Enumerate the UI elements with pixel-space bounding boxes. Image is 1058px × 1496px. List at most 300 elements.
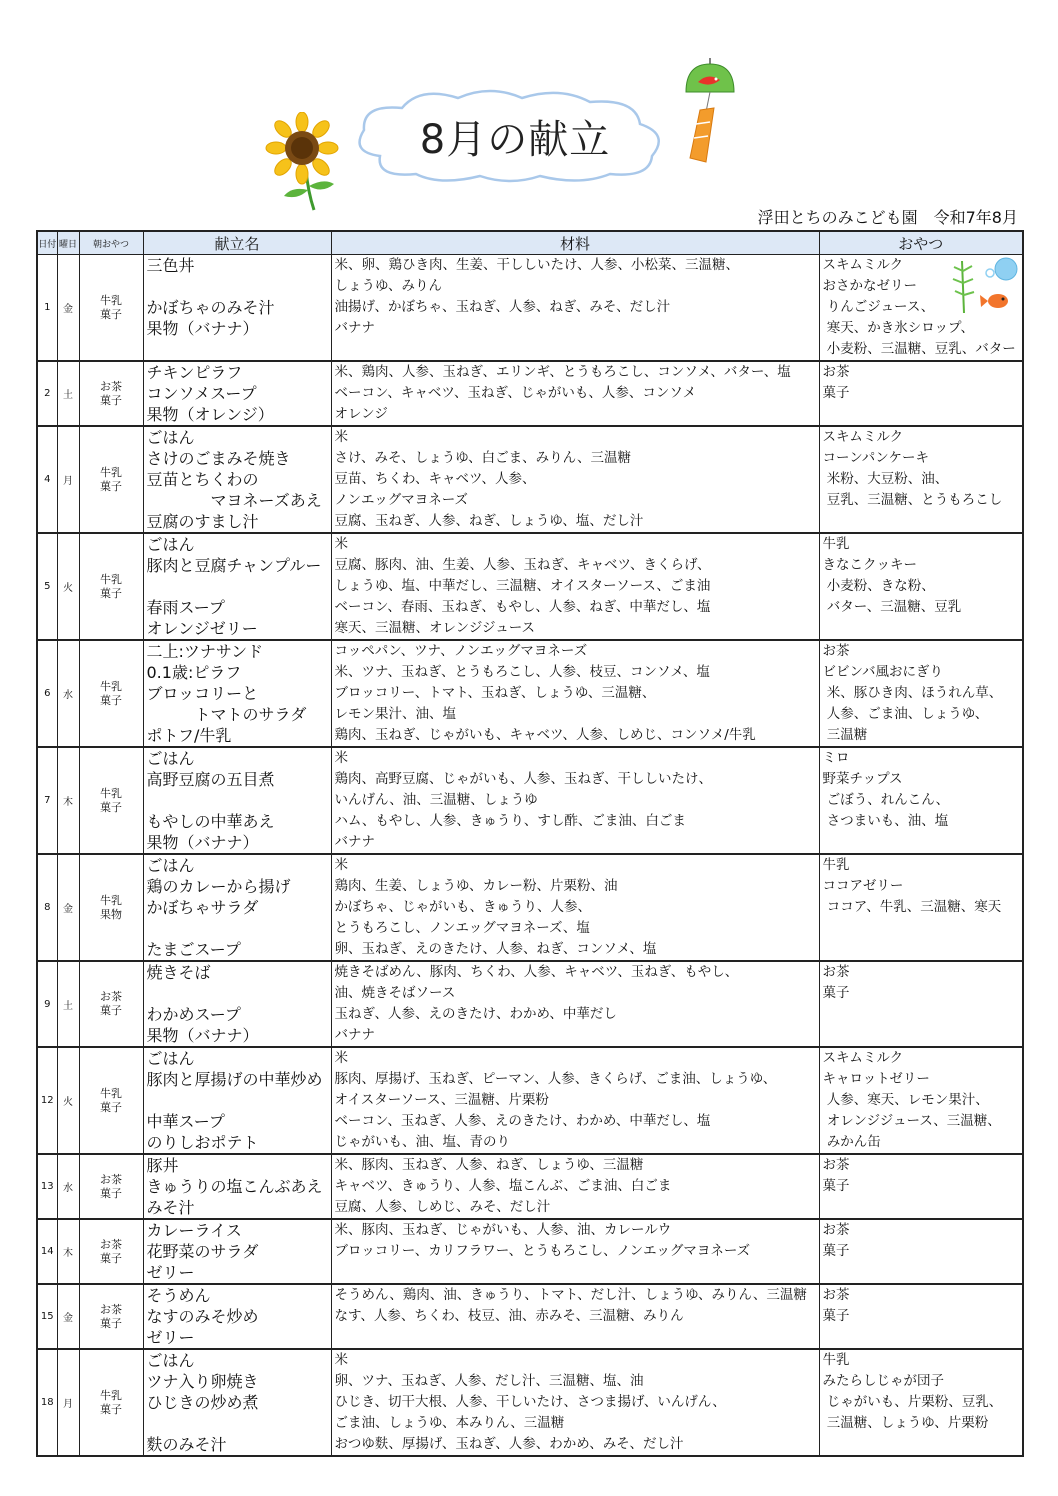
snack-line: きなこクッキー bbox=[822, 557, 917, 573]
dish-line: 0.1歳:ピラフ bbox=[146, 663, 242, 682]
dish-line bbox=[147, 983, 331, 1004]
snack-cell bbox=[819, 961, 1023, 1047]
dish-line: 果物（オレンジ） bbox=[146, 405, 274, 424]
snack-line: ココアゼリー bbox=[822, 878, 904, 894]
dish-line: 果物（バナナ） bbox=[146, 1026, 259, 1045]
table-row bbox=[37, 747, 1023, 854]
snack-line: 米粉、大豆粉、油、 bbox=[822, 471, 949, 487]
header-date: 日付 bbox=[37, 231, 57, 255]
dish-line bbox=[147, 276, 331, 297]
ingredient-line: しょうゆ、塩、中華だし、三温糖、オイスターソース、ごま油 bbox=[334, 578, 711, 594]
ingredient-line: 米 bbox=[334, 1050, 348, 1066]
ingredient-line: ベーコン、キャベツ、玉ねぎ、じゃがいも、人参、コンソメ bbox=[334, 385, 697, 401]
dish-line: ポトフ/牛乳 bbox=[146, 726, 232, 745]
ingredient-line: 米 bbox=[334, 536, 348, 552]
ingredient-line: しょうゆ、みりん bbox=[334, 278, 442, 294]
ingredient-line: 鶏肉、玉ねぎ、じゃがいも、キャベツ、人参、しめじ、コンソメ/牛乳 bbox=[334, 727, 756, 743]
ingredients-cell bbox=[331, 361, 819, 426]
weekday-cell: 火 bbox=[57, 1047, 79, 1154]
date-cell: 8 bbox=[37, 854, 57, 961]
snack-line bbox=[823, 511, 1023, 532]
dish-line: ごはん bbox=[146, 749, 195, 768]
ingredient-line: なす、人参、ちくわ、枝豆、油、赤みそ、三温糖、みりん bbox=[334, 1308, 684, 1324]
dish-line: 麩のみそ汁 bbox=[146, 1435, 227, 1454]
snack-cell bbox=[819, 1349, 1023, 1456]
breakfast-snack-item: お茶 bbox=[100, 379, 122, 393]
snack-line: ココア、牛乳、三温糖、寒天 bbox=[822, 899, 1002, 915]
weekday-cell: 火 bbox=[57, 533, 79, 640]
ingredient-line: 豆腐、人参、しめじ、みそ、だし汁 bbox=[334, 1199, 551, 1215]
breakfast-snack-item: 菓子 bbox=[100, 1100, 122, 1114]
snack-line: オレンジジュース、三温糖、 bbox=[822, 1113, 1001, 1129]
snack-line: お茶 bbox=[822, 1287, 850, 1303]
breakfast-snack-cell bbox=[79, 747, 143, 854]
dish-line: かぼちゃのみそ汁 bbox=[146, 298, 275, 317]
snack-line: 豆乳、三温糖、とうもろこし bbox=[822, 492, 1003, 508]
snack-cell bbox=[819, 747, 1023, 854]
dish-line: きゅうりの塩こんぶあえ bbox=[146, 1177, 323, 1196]
dish-line: なすのみそ炒め bbox=[146, 1307, 259, 1326]
breakfast-snack-item: 牛乳 bbox=[100, 293, 122, 307]
ingredient-line: 油揚げ、かぼちゃ、玉ねぎ、人参、ねぎ、みそ、だし汁 bbox=[334, 299, 671, 315]
dish-line: コンソメスープ bbox=[146, 384, 257, 403]
snack-line: お茶 bbox=[822, 1157, 850, 1173]
snack-line bbox=[823, 1327, 1023, 1348]
dish-line: チキンピラフ bbox=[146, 363, 243, 382]
dish-line: たまごスープ bbox=[146, 940, 241, 959]
dish-line: もやしの中華あえ bbox=[146, 812, 275, 831]
snack-line: お茶 bbox=[822, 964, 850, 980]
weekday-cell: 水 bbox=[57, 1154, 79, 1219]
snack-cell bbox=[819, 255, 1023, 362]
breakfast-snack-item: お茶 bbox=[100, 1172, 122, 1186]
ingredient-line: バナナ bbox=[334, 1027, 375, 1043]
dish-cell bbox=[143, 255, 331, 362]
ingredient-line: 豆腐、玉ねぎ、人参、ねぎ、しょうゆ、塩、だし汁 bbox=[334, 513, 644, 529]
breakfast-snack-item: 菓子 bbox=[100, 693, 122, 707]
dish-cell bbox=[143, 1284, 331, 1349]
snack-line bbox=[823, 404, 1023, 425]
date-cell: 5 bbox=[37, 533, 57, 640]
ingredient-line: 米、豚肉、玉ねぎ、じゃがいも、人参、油、カレールウ bbox=[334, 1222, 672, 1238]
ingredients-cell bbox=[331, 1219, 819, 1284]
header-weekday: 曜日 bbox=[57, 231, 79, 255]
header-dish: 献立名 bbox=[143, 231, 331, 255]
ingredient-line: とうもろこし、ノンエッグマヨネーズ、塩 bbox=[334, 920, 590, 936]
ingredient-line bbox=[335, 1262, 819, 1283]
breakfast-snack-item: 果物 bbox=[100, 907, 122, 921]
breakfast-snack-cell bbox=[79, 961, 143, 1047]
ingredient-line: おつゆ麩、厚揚げ、玉ねぎ、人参、わかめ、みそ、だし汁 bbox=[334, 1436, 684, 1452]
snack-line: コーンパンケーキ bbox=[822, 450, 930, 466]
date-cell: 18 bbox=[37, 1349, 57, 1456]
ingredients-cell bbox=[331, 426, 819, 533]
dish-line: 果物（バナナ） bbox=[146, 833, 259, 852]
snack-line: 牛乳 bbox=[822, 857, 850, 873]
bamboo-goldfish-icon bbox=[950, 257, 1020, 317]
ingredient-line: ベーコン、玉ねぎ、人参、えのきたけ、わかめ、中華だし、塩 bbox=[334, 1113, 711, 1129]
breakfast-snack-item: 菓子 bbox=[100, 1316, 122, 1330]
breakfast-snack-item: 菓子 bbox=[100, 800, 122, 814]
snack-line: 菓子 bbox=[822, 385, 850, 401]
dish-cell bbox=[143, 533, 331, 640]
dish-line: ゼリー bbox=[146, 1263, 195, 1282]
ingredients-cell bbox=[331, 961, 819, 1047]
breakfast-snack-item: 菓子 bbox=[100, 1402, 122, 1416]
dish-line: 春雨スープ bbox=[146, 598, 225, 617]
dish-cell bbox=[143, 747, 331, 854]
snack-line: スキムミルク bbox=[822, 429, 904, 445]
breakfast-snack-item: 牛乳 bbox=[100, 465, 122, 479]
ingredient-line: 米、鶏肉、人参、玉ねぎ、エリンギ、とうもろこし、コンソメ、バター、塩 bbox=[334, 364, 791, 380]
breakfast-snack-item: 菓子 bbox=[100, 307, 122, 321]
ingredient-line: ひじき、切干大根、人参、干しいたけ、さつま揚げ、いんげん、 bbox=[334, 1394, 726, 1410]
snack-line: じゃがいも、片栗粉、豆乳、 bbox=[822, 1394, 1003, 1410]
dish-line: さけのごまみそ焼き bbox=[146, 449, 291, 468]
snack-cell bbox=[819, 1047, 1023, 1154]
ingredients-cell bbox=[331, 533, 819, 640]
dish-line bbox=[147, 339, 331, 360]
snack-line: さつまいも、油、塩 bbox=[822, 813, 949, 829]
dish-line: 豚丼 bbox=[146, 1156, 179, 1175]
date-cell: 2 bbox=[37, 361, 57, 426]
table-row bbox=[37, 533, 1023, 640]
snack-cell bbox=[819, 854, 1023, 961]
snack-cell bbox=[819, 1284, 1023, 1349]
snack-line: ビビンバ風おにぎり bbox=[822, 664, 944, 680]
weekday-cell: 月 bbox=[57, 426, 79, 533]
dish-line: ごはん bbox=[146, 535, 195, 554]
ingredient-line: 米、ツナ、玉ねぎ、とうもろこし、人参、枝豆、コンソメ、塩 bbox=[334, 664, 710, 680]
dish-line: 花野菜のサラダ bbox=[146, 1242, 259, 1261]
dish-line: のりしおポテト bbox=[146, 1133, 259, 1152]
ingredient-line: さけ、みそ、しょうゆ、白ごま、みりん、三温糖 bbox=[334, 450, 631, 466]
table-header-row bbox=[37, 231, 1023, 255]
date-cell: 1 bbox=[37, 255, 57, 362]
snack-line: キャロットゼリー bbox=[822, 1071, 930, 1087]
table-row bbox=[37, 1284, 1023, 1349]
snack-cell bbox=[819, 533, 1023, 640]
weekday-cell: 土 bbox=[57, 361, 79, 426]
date-cell: 4 bbox=[37, 426, 57, 533]
breakfast-snack-item: 菓子 bbox=[100, 1186, 122, 1200]
ingredients-cell bbox=[331, 854, 819, 961]
dish-cell bbox=[143, 1047, 331, 1154]
snack-line: 人参、ごま油、しょうゆ、 bbox=[822, 706, 989, 722]
breakfast-snack-cell bbox=[79, 426, 143, 533]
snack-line: みかん缶 bbox=[822, 1134, 881, 1150]
weekday-cell: 月 bbox=[57, 1349, 79, 1456]
ingredient-line: バナナ bbox=[334, 834, 375, 850]
table-row bbox=[37, 426, 1023, 533]
date-cell: 14 bbox=[37, 1219, 57, 1284]
table-row bbox=[37, 255, 1023, 362]
wind-chime-icon bbox=[676, 58, 736, 168]
ingredient-line: 米、卵、鶏ひき肉、生姜、干ししいたけ、人参、小松菜、三温糖、 bbox=[334, 257, 739, 273]
snack-line bbox=[823, 918, 1023, 939]
breakfast-snack-item: 菓子 bbox=[100, 393, 122, 407]
dish-line: 三色丼 bbox=[146, 256, 195, 275]
ingredient-line: 焼きそばめん、豚肉、ちくわ、人参、キャベツ、玉ねぎ、もやし、 bbox=[334, 964, 739, 980]
dish-cell bbox=[143, 854, 331, 961]
weekday-cell: 金 bbox=[57, 255, 79, 362]
dish-line: 高野豆腐の五目煮 bbox=[146, 770, 275, 789]
ingredients-cell bbox=[331, 1284, 819, 1349]
ingredient-line: キャベツ、きゅうり、人参、塩こんぶ、ごま油、白ごま bbox=[334, 1178, 672, 1194]
snack-line bbox=[823, 1004, 1023, 1025]
weekday-cell: 金 bbox=[57, 1284, 79, 1349]
ingredient-line: 玉ねぎ、人参、えのきたけ、わかめ、中華だし bbox=[334, 1006, 617, 1022]
snack-cell bbox=[819, 640, 1023, 747]
weekday-cell: 木 bbox=[57, 747, 79, 854]
dish-cell bbox=[143, 961, 331, 1047]
snack-cell bbox=[819, 1219, 1023, 1284]
breakfast-snack-item: 菓子 bbox=[100, 479, 122, 493]
dish-cell bbox=[143, 361, 331, 426]
date-cell: 7 bbox=[37, 747, 57, 854]
dish-line: ごはん bbox=[146, 856, 195, 875]
ingredients-cell bbox=[331, 1047, 819, 1154]
ingredient-line: ハム、もやし、人参、きゅうり、すし酢、ごま油、白ごま bbox=[334, 813, 686, 829]
ingredient-line: 卵、ツナ、玉ねぎ、人参、だし汁、三温糖、塩、油 bbox=[334, 1373, 644, 1389]
breakfast-snack-item: お茶 bbox=[100, 1237, 122, 1251]
ingredient-line: ごま油、しょうゆ、本みりん、三温糖 bbox=[334, 1415, 565, 1431]
dish-line bbox=[147, 1090, 331, 1111]
dish-line: 豚肉と豆腐チャンプルー bbox=[146, 556, 322, 575]
dish-cell bbox=[143, 640, 331, 747]
ingredients-cell bbox=[331, 1154, 819, 1219]
breakfast-snack-item: 牛乳 bbox=[100, 1388, 122, 1402]
weekday-cell: 金 bbox=[57, 854, 79, 961]
snack-line bbox=[823, 939, 1023, 960]
header-ingredients: 材料 bbox=[331, 231, 819, 255]
snack-line: 菓子 bbox=[822, 985, 850, 1001]
snack-line: 寒天、かき氷シロップ、 bbox=[822, 320, 974, 336]
ingredient-line: レモン果汁、油、塩 bbox=[334, 706, 456, 722]
ingredient-line: 卵、玉ねぎ、えのきたけ、人参、ねぎ、コンソメ、塩 bbox=[334, 941, 657, 957]
snack-line bbox=[823, 832, 1023, 853]
ingredient-line: 豆苗、ちくわ、キャベツ、人参、 bbox=[334, 471, 536, 487]
snack-line: 菓子 bbox=[822, 1178, 850, 1194]
snack-line: おさかなゼリー bbox=[822, 278, 917, 294]
ingredient-line: 米 bbox=[334, 429, 348, 445]
dish-line: みそ汁 bbox=[146, 1198, 195, 1217]
snack-line: スキムミルク bbox=[822, 257, 904, 273]
breakfast-snack-item: 牛乳 bbox=[100, 893, 122, 907]
page-header bbox=[0, 0, 1058, 230]
weekday-cell: 木 bbox=[57, 1219, 79, 1284]
snack-cell bbox=[819, 1154, 1023, 1219]
snack-line: ごぼう、れんこん、 bbox=[822, 792, 950, 808]
breakfast-snack-item: 牛乳 bbox=[100, 572, 122, 586]
snack-cell bbox=[819, 361, 1023, 426]
table-row bbox=[37, 1047, 1023, 1154]
menu-body bbox=[37, 255, 1023, 1457]
ingredient-line: いんげん、油、三温糖、しょうゆ bbox=[334, 792, 538, 808]
ingredient-line: オイスターソース、三温糖、片栗粉 bbox=[334, 1092, 549, 1108]
ingredient-line: じゃがいも、油、塩、青のり bbox=[334, 1134, 510, 1150]
menu-table bbox=[36, 230, 1024, 1457]
snack-line: 三温糖 bbox=[822, 727, 868, 743]
ingredient-line: ベーコン、春雨、玉ねぎ、もやし、人参、ねぎ、中華だし、塩 bbox=[334, 599, 711, 615]
dish-line: ごはん bbox=[146, 1351, 195, 1370]
breakfast-snack-cell bbox=[79, 255, 143, 362]
snack-line: お茶 bbox=[822, 1222, 850, 1238]
snack-line bbox=[823, 1025, 1023, 1046]
dish-line: マヨネーズあえ bbox=[146, 491, 322, 510]
dish-line: わかめスープ bbox=[146, 1005, 241, 1024]
ingredient-line: かぼちゃ、じゃがいも、きゅうり、人参、 bbox=[334, 899, 591, 915]
dish-cell bbox=[143, 426, 331, 533]
ingredient-line bbox=[335, 1327, 819, 1348]
date-cell: 6 bbox=[37, 640, 57, 747]
ingredient-line: 米 bbox=[334, 857, 348, 873]
ingredient-line: ブロッコリー、カリフラワー、とうもろこし、ノンエッグマヨネーズ bbox=[334, 1243, 751, 1259]
date-cell: 13 bbox=[37, 1154, 57, 1219]
breakfast-snack-item: 菓子 bbox=[100, 586, 122, 600]
snack-line bbox=[823, 1434, 1023, 1455]
date-cell: 15 bbox=[37, 1284, 57, 1349]
ingredient-line: 豆腐、豚肉、油、生姜、人参、玉ねぎ、キャベツ、きくらげ、 bbox=[334, 557, 711, 573]
breakfast-snack-cell bbox=[79, 361, 143, 426]
table-row bbox=[37, 361, 1023, 426]
dish-line: カレーライス bbox=[146, 1221, 242, 1240]
date-cell: 12 bbox=[37, 1047, 57, 1154]
header-snack: おやつ bbox=[819, 231, 1023, 255]
dish-line: そうめん bbox=[146, 1286, 211, 1305]
breakfast-snack-cell bbox=[79, 533, 143, 640]
table-row bbox=[37, 1154, 1023, 1219]
ingredient-line: 油、焼きそばソース bbox=[334, 985, 456, 1001]
dish-line: ひじきの炒め煮 bbox=[146, 1393, 259, 1412]
snack-line: 牛乳 bbox=[822, 536, 850, 552]
ingredient-line: 米 bbox=[334, 1352, 348, 1368]
dish-line: 豆腐のすまし汁 bbox=[146, 512, 259, 531]
page-title: 8月の献立 bbox=[419, 117, 611, 163]
organization-date: 浮田とちのみこども園 令和7年8月 bbox=[757, 208, 1018, 227]
snack-line: ミロ bbox=[822, 750, 850, 766]
dish-line bbox=[147, 576, 331, 597]
snack-line: みたらしじゃが団子 bbox=[822, 1373, 944, 1389]
table-row bbox=[37, 640, 1023, 747]
breakfast-snack-item: 牛乳 bbox=[100, 679, 122, 693]
snack-line: 三温糖、しょうゆ、片栗粉 bbox=[822, 1415, 989, 1431]
date-cell: 9 bbox=[37, 961, 57, 1047]
weekday-cell: 水 bbox=[57, 640, 79, 747]
ingredients-cell bbox=[331, 747, 819, 854]
dish-line: オレンジゼリー bbox=[146, 619, 258, 638]
snack-line: 菓子 bbox=[822, 1243, 850, 1259]
dish-line: ツナ入り卵焼き bbox=[146, 1372, 259, 1391]
breakfast-snack-item: 菓子 bbox=[100, 1004, 122, 1017]
dish-line: かぼちゃサラダ bbox=[146, 898, 259, 917]
dish-line: 果物（バナナ） bbox=[146, 319, 259, 338]
table-row bbox=[37, 961, 1023, 1047]
breakfast-snack-item: 菓子 bbox=[100, 1251, 122, 1265]
snack-line: お茶 bbox=[822, 364, 850, 380]
snack-line: 菓子 bbox=[822, 1308, 850, 1324]
snack-cell bbox=[819, 426, 1023, 533]
breakfast-snack-cell bbox=[79, 1154, 143, 1219]
table-row bbox=[37, 1219, 1023, 1284]
snack-line bbox=[823, 1262, 1023, 1283]
snack-line: 米、豚ひき肉、ほうれん草、 bbox=[822, 685, 1003, 701]
snack-line: お茶 bbox=[822, 643, 850, 659]
table-row bbox=[37, 854, 1023, 961]
ingredient-line: ブロッコリー、トマト、玉ねぎ、しょうゆ、三温糖、 bbox=[334, 685, 656, 701]
dish-line: 中華スープ bbox=[146, 1112, 225, 1131]
dish-cell bbox=[143, 1154, 331, 1219]
ingredient-line: オレンジ bbox=[334, 406, 388, 422]
ingredient-line: 寒天、三温糖、オレンジジュース bbox=[334, 620, 536, 636]
ingredient-line: そうめん、鶏肉、油、きゅうり、トマト、だし汁、しょうゆ、みりん、三温糖 bbox=[334, 1287, 807, 1303]
dish-line bbox=[147, 1413, 331, 1434]
breakfast-snack-cell bbox=[79, 1047, 143, 1154]
ingredient-line: 鶏肉、生姜、しょうゆ、カレー粉、片栗粉、油 bbox=[334, 878, 618, 894]
breakfast-snack-item: 牛乳 bbox=[100, 786, 122, 800]
snack-line: 野菜チップス bbox=[822, 771, 903, 787]
snack-line: 小麦粉、三温糖、豆乳、バター bbox=[822, 341, 1016, 357]
ingredients-cell bbox=[331, 255, 819, 362]
weekday-cell: 土 bbox=[57, 961, 79, 1047]
ingredient-line: 米 bbox=[334, 750, 348, 766]
snack-line: 人参、寒天、レモン果汁、 bbox=[822, 1092, 989, 1108]
ingredient-line: コッペパン、ツナ、ノンエッグマヨネーズ bbox=[334, 643, 588, 659]
header-breakfast-snack: 朝おやつ bbox=[79, 231, 143, 255]
ingredient-line: 米、豚肉、玉ねぎ、人参、ねぎ、しょうゆ、三温糖 bbox=[334, 1157, 644, 1173]
dish-line: 鶏のカレーから揚げ bbox=[146, 877, 291, 896]
breakfast-snack-item: お茶 bbox=[100, 1302, 122, 1316]
dish-line: ゼリー bbox=[146, 1328, 195, 1347]
snack-line: スキムミルク bbox=[822, 1050, 904, 1066]
ingredient-line: バナナ bbox=[334, 320, 375, 336]
breakfast-snack-item: 牛乳 bbox=[100, 1086, 122, 1100]
snack-line bbox=[823, 1197, 1023, 1218]
ingredients-cell bbox=[331, 1349, 819, 1456]
ingredient-line: ノンエッグマヨネーズ bbox=[334, 492, 469, 508]
table-row bbox=[37, 1349, 1023, 1456]
ingredient-line: 鶏肉、高野豆腐、じゃがいも、人参、玉ねぎ、干ししいたけ、 bbox=[334, 771, 712, 787]
dish-line: 豆苗とちくわの bbox=[146, 470, 259, 489]
ingredients-cell bbox=[331, 640, 819, 747]
snack-line bbox=[823, 618, 1023, 639]
sunflower-icon bbox=[262, 112, 346, 212]
snack-line: 小麦粉、きな粉、 bbox=[822, 578, 935, 594]
dish-line: ごはん bbox=[146, 428, 195, 447]
dish-line: トマトのサラダ bbox=[146, 705, 307, 724]
breakfast-snack-item: お茶 bbox=[100, 990, 122, 1003]
breakfast-snack-cell bbox=[79, 1219, 143, 1284]
dish-line: 豚肉と厚揚げの中華炒め bbox=[146, 1070, 323, 1089]
dish-line: 二上:ツナサンド bbox=[146, 642, 264, 661]
dish-line: 焼きそば bbox=[146, 963, 211, 982]
snack-line: 牛乳 bbox=[822, 1352, 850, 1368]
snack-line: りんごジュース、 bbox=[822, 299, 935, 315]
ingredient-line bbox=[335, 339, 819, 360]
breakfast-snack-cell bbox=[79, 1349, 143, 1456]
snack-line: バター、三温糖、豆乳 bbox=[822, 599, 962, 615]
dish-line: ブロッコリーと bbox=[146, 684, 259, 703]
dish-line: ごはん bbox=[146, 1049, 195, 1068]
dish-cell bbox=[143, 1219, 331, 1284]
dish-line bbox=[147, 790, 331, 811]
dish-line bbox=[147, 918, 331, 939]
breakfast-snack-cell bbox=[79, 1284, 143, 1349]
breakfast-snack-cell bbox=[79, 640, 143, 747]
breakfast-snack-cell bbox=[79, 854, 143, 961]
ingredient-line: 豚肉、厚揚げ、玉ねぎ、ピーマン、人参、きくらげ、ごま油、しょうゆ、 bbox=[334, 1071, 777, 1087]
dish-cell bbox=[143, 1349, 331, 1456]
